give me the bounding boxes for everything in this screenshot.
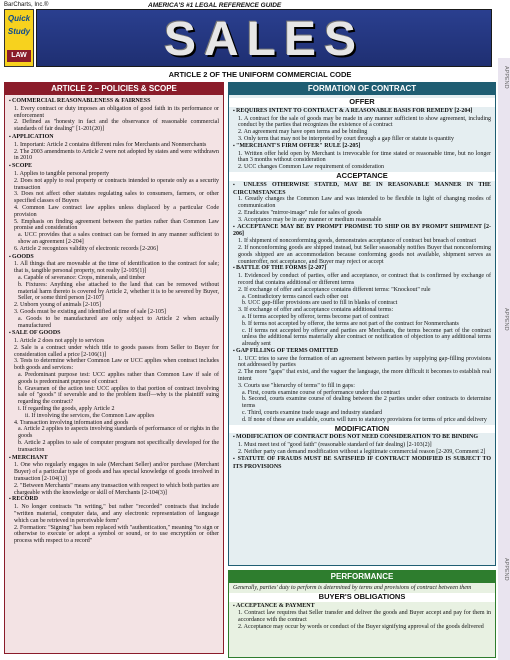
formation-heading: FORMATION OF CONTRACT xyxy=(229,83,495,95)
list-item: 3. Courts use "hierarchy of terms" to fill in gaps: xyxy=(238,382,355,389)
list-item: a. Predominant purpose test: UCC applies rather than Common Law if sale of goods is predominant purpose of contract xyxy=(18,372,219,385)
list-item: 2. The more "gaps" that exist, and the vaguer the language, the more difficult it becomes to establish real intent xyxy=(238,369,491,383)
list-item: 1. Written offer held open by Merchant is irrevocable for time stated or reasonable time, but no longer than 3 months without consideration xyxy=(238,150,491,164)
list-item: 4. Transaction involving information and goods xyxy=(14,419,129,426)
list-item: ▪ REQUIRES INTENT TO CONTRACT & A REASONABLE BASIS FOR REMEDY [2-204] xyxy=(233,108,491,116)
list-item: 6. Article 2 recognizes validity of electronic records [2-206] xyxy=(14,245,159,252)
side-strip xyxy=(498,58,510,660)
list-item: b. If terms not accepted by offeror, the terms are not part of the contract for Nonmerchants xyxy=(242,320,459,327)
acceptance-list xyxy=(233,182,491,424)
list-item: 1. If shipment of nonconforming goods, demonstrates acceptance of contract but breach of contract xyxy=(238,238,477,245)
quickstudy-logo xyxy=(4,9,34,67)
list-item: 1. Important: Article 2 contains different rules for Merchants and Nonmerchants xyxy=(14,141,207,148)
scope-section xyxy=(9,455,219,545)
list-item: a. UCC provides that a sales contract can be formed in any manner sufficient to show an agreement [2-204] xyxy=(18,232,219,245)
page-subtitle: ARTICLE 2 OF THE UNIFORM COMMERCIAL CODE xyxy=(168,70,352,79)
list-item: b. Fixtures: Anything else attached to the land that can be removed without material harm thereto is covered by Article 2, whether it is to be severed by Buyer, Seller, or some third person [2-107] xyxy=(18,281,219,302)
list-item: b. Second, courts examine course of dealing between the 2 parties under other contracts to determine terms xyxy=(242,396,491,410)
list-item: 1. Must meet test of "good faith" (reasonable standard of fair dealing) [2-103(2)] xyxy=(238,442,432,449)
list-item: 1. Evidenced by conduct of parties, offer and acceptance, or contract that is confirmed by exchange of record that contains additional or different terms xyxy=(238,273,491,286)
list-item: a. Goods to be manufactured are only subject to Article 2 when actually manufactured xyxy=(18,315,219,329)
list-item: ▪ RECORD xyxy=(9,496,219,504)
section-title: ▪ APPLICATION xyxy=(9,134,219,142)
modification-list xyxy=(233,434,491,470)
list-item: 3. Goods must be existing and identified at time of sale [2-105] xyxy=(14,308,166,315)
buyer-obligations-heading: BUYER'S OBLIGATIONS xyxy=(229,593,495,602)
performance-list xyxy=(233,603,491,631)
list-item: a. If terms accepted by offeror, terms become part of contract xyxy=(242,313,389,320)
list-item: 5. Emphasis on finding agreement between the parties rather than Common Law promise and consideration xyxy=(14,218,219,232)
list-item: b. Gravamen of the action test: UCC applies to that portion of contract involving sale of "goods" if severable and to the problem itself—why is the plaintiff suing regarding the contract? xyxy=(18,385,219,406)
list-item: 3. Acceptance may be in any manner or medium reasonable xyxy=(238,216,382,223)
section-title: ▪ COMMERCIAL REASONABLENESS & FAIRNESS xyxy=(9,98,219,106)
list-item: ii. If involving the services, the Common Law applies xyxy=(25,412,155,419)
list-item: c. Third, courts examine trade usage and industry standard xyxy=(242,410,383,417)
page-title: SALES xyxy=(163,13,365,66)
list-item: 1. Applies to tangible personal property xyxy=(14,170,109,177)
policies-scope-panel xyxy=(4,82,224,654)
list-item: a. Contradictory terms cancel each other out xyxy=(242,293,349,300)
list-item: a. Capable of severance: Crops, minerals, and timber xyxy=(18,274,145,281)
section-title: ▪ SCOPE xyxy=(9,163,219,171)
list-item: 2. Neither party can demand modification without a legitimate commercial reason [2-209, Comment 2] xyxy=(238,449,486,456)
logo-section: LAW xyxy=(7,50,31,62)
list-item: ▪ ACCEPTANCE & PAYMENT xyxy=(233,603,491,611)
scope-section xyxy=(9,134,219,162)
side-tab: APPEND xyxy=(503,308,509,331)
list-item: 1. Contract law requires that Seller transfer and deliver the goods and Buyer accept and pay for them in accordance with the contract xyxy=(238,610,491,624)
list-item: 1. Greatly changes the Common Law and was intended to be flexible in light of changing modes of communication xyxy=(238,196,491,210)
list-item: 1. A contract for the sale of goods may be made in any manner sufficient to show agreement, including conduct by the parties that recognizes the existence of a contract xyxy=(238,115,491,129)
offer-list xyxy=(233,108,491,171)
tagline: AMERICA'S #1 LEGAL REFERENCE GUIDE xyxy=(148,2,282,9)
side-tab: APPEND xyxy=(503,558,509,581)
list-item: 1. One who regularly engages in sale (Merchant Seller) and/or purchase (Merchant Buyer) of a particular type of goods and has special knowledge of goods involved in transaction [2-104(1)] xyxy=(14,462,219,483)
section-title: ▪ SALE OF GOODS xyxy=(9,330,219,338)
list-item: 2. Acceptance may occur by words or conduct of the Buyer signifying approval of the goods delivered xyxy=(238,623,484,630)
list-item: 3. Only term that may not be interpreted by court through a gap filler or statute is quantity xyxy=(238,135,454,142)
list-item: 3. Does not affect other statutes regulating sales to consumers, farmers, or other specified classes of Buyers xyxy=(14,191,219,205)
list-item: ▪ STATUTE OF FRAUDS MUST BE SATISFIED IF CONTRACT MODIFIED IS SUBJECT TO ITS PROVISIONS xyxy=(233,456,491,471)
list-item: 2. If exchange of offer and acceptance contains different terms: "Knockout" rule xyxy=(238,286,431,293)
list-item: ▪ GAP FILLING OF TERMS OMITTED xyxy=(233,348,491,356)
scope-section xyxy=(9,163,219,252)
scope-section xyxy=(9,330,219,453)
policies-scope-heading: ARTICLE 2 – POLICIES & SCOPE xyxy=(5,83,223,95)
scope-section xyxy=(9,98,219,133)
list-item: ▪ "MERCHANT'S FIRM OFFER" RULE [2-205] xyxy=(233,143,491,151)
scope-section xyxy=(9,254,219,330)
list-item: 1. No longer contracts "in writing," but rather "recorded" contracts that include "written material, computer data, and any electronic representation of language which can be retrieved in perceivable form" xyxy=(14,504,219,524)
side-tab: APPEND xyxy=(503,66,509,89)
performance-panel xyxy=(228,570,496,658)
list-item: 2. Defined as "honesty in fact and the observance of reasonable commercial standards of fair dealing" [1-201(20)] xyxy=(14,119,219,133)
list-item: 2. The 2003 amendments to Article 2 were not adopted by states and were withdrawn in 2010 xyxy=(14,148,219,162)
performance-body xyxy=(229,583,495,633)
logo-line-1: Quick xyxy=(7,14,31,23)
acceptance-heading: ACCEPTANCE xyxy=(229,172,495,181)
list-item: 2. Unborn young of animals [2-105] xyxy=(14,302,101,309)
list-item: i. If regarding the goods, apply Article 2 xyxy=(18,406,115,413)
list-item: 3. Tests to determine whether Common Law or UCC applies when contract includes both goods and services: xyxy=(14,358,219,372)
list-item: d. If none of these are available, courts will turn to statutory provisions for terms of price and delivery xyxy=(242,416,487,423)
list-item: ▪ MODIFICATION OF CONTRACT DOES NOT NEED CONSIDERATION TO BE BINDING xyxy=(233,434,491,442)
list-item: ▪ BATTLE OF THE FORMS [2-207] xyxy=(233,265,491,273)
logo-line-2: Study xyxy=(7,27,31,36)
policies-scope-body xyxy=(5,95,223,547)
list-item: 3. If exchange of offer and acceptance contains additional terms: xyxy=(238,307,394,314)
list-item: 1. Every contract or duty imposes an obligation of good faith in its performance or enforcement xyxy=(14,105,219,119)
title-banner xyxy=(36,9,492,67)
list-item: a. First, courts examine course of performance under that contract xyxy=(242,389,401,396)
performance-heading: PERFORMANCE xyxy=(229,571,495,583)
list-item: 2. "Between Merchants" means any transaction with respect to which both parties are chargeable with the knowledge or skill of Merchants [2-104(3)] xyxy=(14,482,219,496)
list-item: ▪ ACCEPTANCE MAY BE BY PROMPT PROMISE TO SHIP OR BY PROMPT SHIPMENT [2-206] xyxy=(233,224,491,239)
list-item: 2. An agreement may have open terms and be binding xyxy=(238,129,368,136)
performance-intro: Generally, parties' duty to perform is determined by terms and provisions of contract between them xyxy=(233,585,472,591)
list-item: b. Article 2 applies to sale of computer program not specifically developed for the transaction xyxy=(18,440,219,453)
list-item: 2. If nonconforming goods are shipped instead, but Seller seasonably notifies Buyer that nonconforming goods shipped are an accommodation because conforming goods not available, shipment serves as counteroffer, not acceptance, and Buyer may reject or accept xyxy=(238,244,491,265)
modification-heading: MODIFICATION xyxy=(229,425,495,434)
list-item: a. Article 2 applies to aspects involving standards of performance of or rights in the goods xyxy=(18,426,219,440)
formation-panel xyxy=(228,82,496,566)
list-item: 2. Eradicates "mirror-image" rule for sales of goods xyxy=(238,209,363,216)
section-title: ▪ GOODS xyxy=(9,254,219,262)
list-item: 2. Sale is a contract under which title to goods passes from Seller to Buyer for consideration called a price [2-106(1)] xyxy=(14,344,219,358)
section-title: ▪ MERCHANT xyxy=(9,455,219,463)
list-item: 1. Article 2 does not apply to services xyxy=(14,338,105,345)
offer-heading: OFFER xyxy=(229,98,495,107)
list-item: 2. UCC changes Common Law requirement of consideration xyxy=(238,164,384,171)
list-item: ▪ UNLESS OTHERWISE STATED, MAY BE IN REASONABLE MANNER IN THE CIRCUMSTANCES xyxy=(233,182,491,197)
publisher-name: BarCharts, Inc.® xyxy=(4,2,49,8)
list-item: 1. UCC tries to save the formation of an agreement between parties by supplying gap-filling provisions not addressed by parties xyxy=(238,355,491,369)
top-bar xyxy=(0,0,510,68)
formation-body xyxy=(229,95,495,472)
list-item: 4. Common Law contract law applies unless displaced by a particular Code provision xyxy=(14,204,219,218)
list-item: 1. All things that are moveable at the time of identification to the contract for sale; that is, tangible personal property, not realty [2-105(1)] xyxy=(14,261,219,275)
list-item: c. If terms not accepted by offeror and parties are Merchants, the terms become part of the contract unless the additional terms materially alter contract or notification of objection to any additional terms already sent xyxy=(242,327,491,348)
list-item: 2. Formation: "Signing" has been replaced with "authentication," meaning "to sign or otherwise to execute or adopt a symbol or sound, or to use encryption or other process with respect to a record" xyxy=(14,524,219,545)
list-item: 2. Does not apply to real property or contracts intended to operate only as a security transaction xyxy=(14,177,219,191)
list-item: b. UCC gap-filler provisions are used to fill in blanks of contract xyxy=(242,300,398,307)
